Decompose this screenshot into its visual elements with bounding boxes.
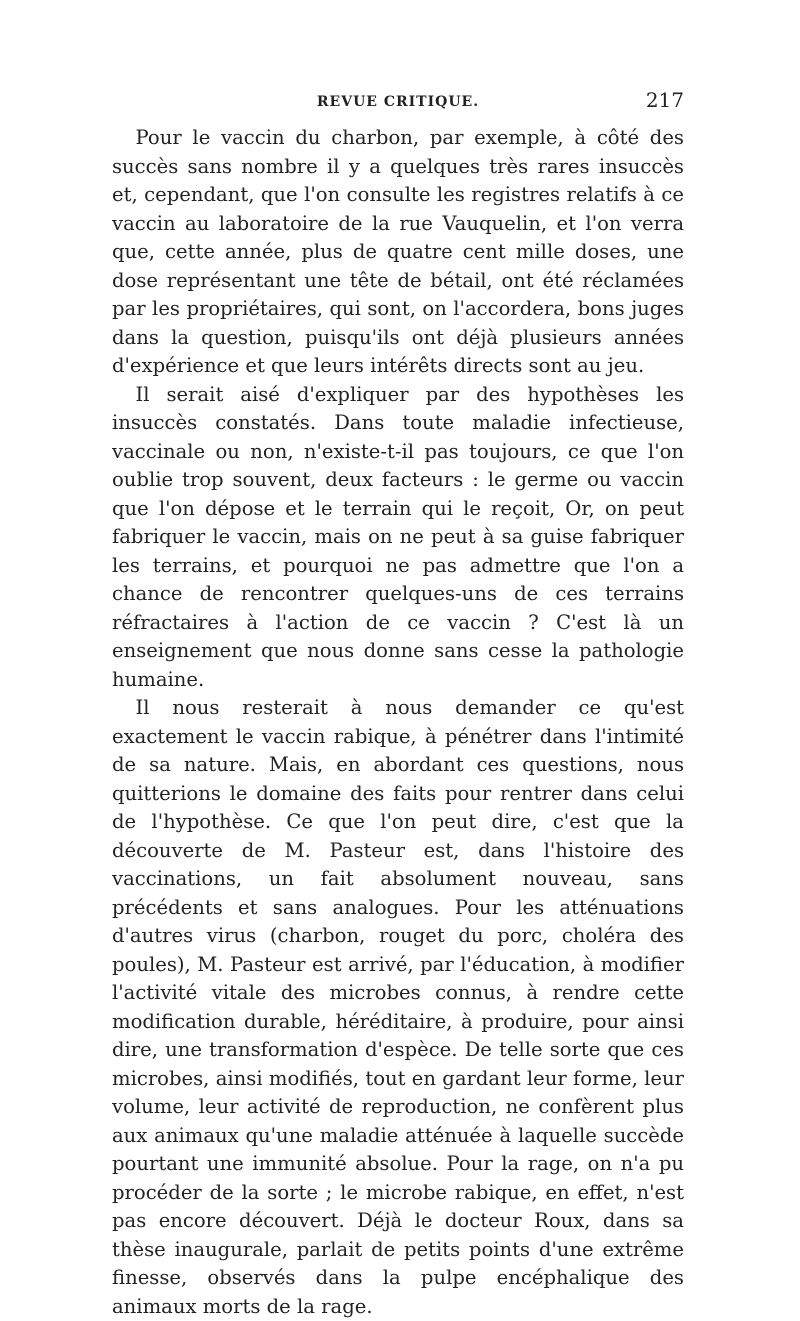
page-header — [112, 88, 684, 124]
paragraph-anthrax-vaccine: Pour le vaccin du charbon, par exemple, à côté des succès sans nombre il y a quelques très rares insuccès et, cependant, que l'on consulte les registres relatifs à ce vaccin au laboratoire de la rue Vauquelin, et l'on verra que, cette année, plus de quatre cent mille doses, une dose représentant une tête de bétail, ont été réclamées par les propriétaires, qui sont, on l'accordera, bons juges dans la question, puisqu'ils ont déjà plusieurs années d'expérience et que leurs intérêts directs sont au jeu. — [112, 126, 684, 377]
paragraph-failures-explained: Il serait aisé d'expliquer par des hypothèses les insuccès constatés. Dans toute maladie infectieuse, vaccinale ou non, n'existe-t-il pas toujours, ce que l'on oublie trop souvent, deux facteurs : le germe ou vaccin que l'on dépose et le terrain qui le reçoit, Or, on peut fabriquer le vaccin, mais on ne peut à sa guise fabriquer les terrains, et pourquoi ne pas admettre que l'on a chance de rencontrer quelques-uns de ces terrains réfractaires à l'action de ce vaccin ? C'est là un enseignement que nous donne sans cesse la pathologie humaine. — [112, 382, 684, 691]
body-text — [112, 124, 684, 1321]
running-title: REVUE CRITIQUE. — [316, 94, 480, 110]
paragraph-rabies-vaccine-nature: Il nous resterait à nous demander ce qu'est exactement le vaccin rabique, à pénétrer dans l'intimité de sa nature. Mais, en abordant ces questions, nous quitterions le domaine des faits pour rentrer dans celui de l'hypothèse. Ce que l'on peut dire, c'est que la découverte de M. Pasteur est, dans l'histoire des vaccinations, un fait absolument nouveau, sans précédents et sans analogues. Pour les atténuations d'autres virus (charbon, rouget du porc, choléra des poules), M. Pasteur est arrivé, par l'éducation, à modifier l'activité vitale des microbes connus, à rendre cette modification durable, héréditaire, à produire, pour ainsi dire, une transformation d'espèce. De telle sorte que ces microbes, ainsi modifiés, tout en gardant leur forme, leur volume, leur activité de reproduction, ne confèrent plus aux animaux qu'une maladie atténuée à laquelle succède pourtant une immunité absolue. Pour la rage, on n'a pu procéder de la sorte ; le microbe rabique, en effet, n'est pas encore découvert. Déjà le docteur Roux, dans sa thèse inaugurale, parlait de petits points d'une extrême finesse, observés dans la pulpe encéphalique des animaux morts de la rage. — [112, 696, 684, 1318]
page-number: 217 — [645, 88, 684, 112]
book-page — [112, 88, 684, 1318]
